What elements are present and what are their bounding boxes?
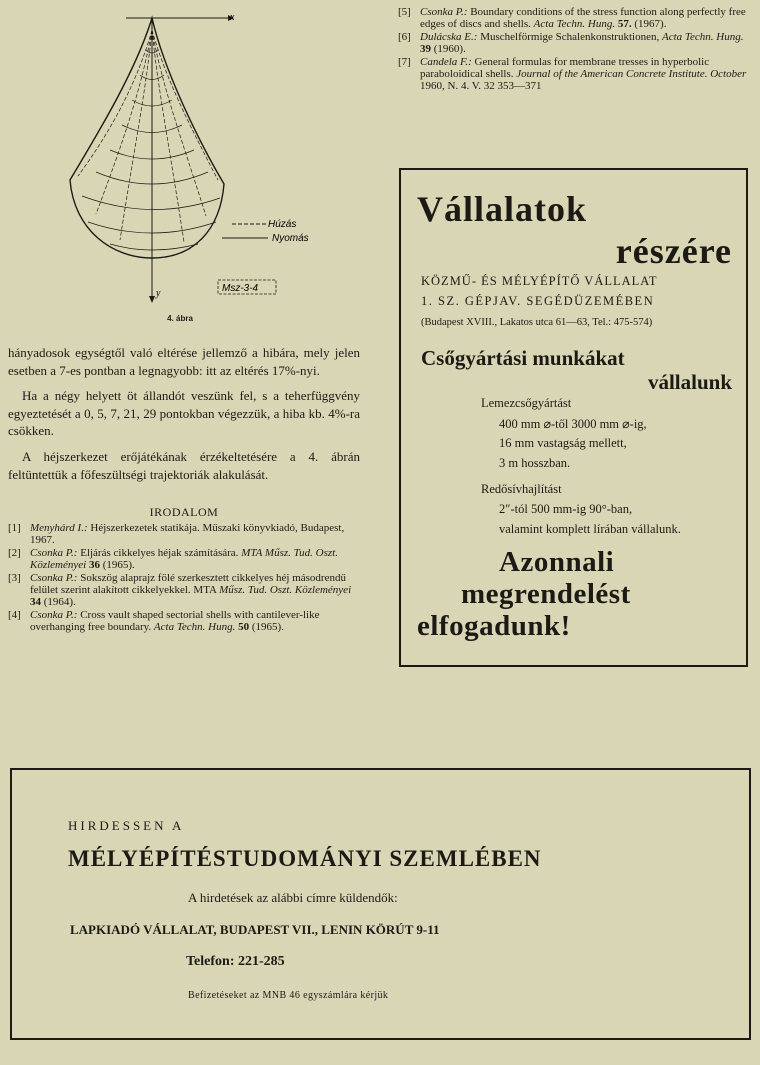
reference-item [8,572,360,609]
ad2-instructions: A hirdetések az alábbi címre küldendők: [188,890,398,905]
references-heading: IRODALOM [149,505,219,519]
ad-company-unit: 1. SZ. GÉPJAV. SEGÉDÜZEMÉBEN [421,294,655,308]
tension-trajectories [78,30,218,256]
body-paragraph: hányadosok egységtől való eltérése jellemző a hibára, mely jelen esetben a 7-es pontban a legnagyobb: itt az eltérés 17%-nyi. [8,345,360,378]
body-text [8,344,360,491]
reference-volume: 57. [617,18,632,31]
ad-headline-line1: Csőgyártási munkákat [421,346,625,370]
reference-number: [3] [8,571,21,584]
reference-number: [5] [398,6,411,18]
ad-section1-line: 3 m hosszban. [499,456,571,470]
reference-number: [2] [8,546,21,559]
ad-title-line2: részére [615,231,732,271]
reference-journal: Acta Techn. Hung. [153,621,236,634]
reference-year: (1967). [634,18,667,31]
body-paragraph: A héjszerkezet erőjátékának érzékeltetésére a 4. ábrán feltüntettük a főfeszültségi trajektoriák alakulását. [8,448,360,482]
ad-company-name: KÖZMŰ- ÉS MÉLYÉPÍTŐ VÁLLALAT [421,274,658,288]
ad2-payment-note: Befizetéseket az MNB 46 egyszámlára kérjük [188,990,389,1001]
reference-volume: 36 [88,559,100,572]
reference-text: Sokszög alaprajz fölé szerkesztett cikkelyes héj másodrendű felület szerint alakított cikkelyekkel. MTA [30,571,346,597]
reference-journal: Acta Techn. Hung. [533,18,616,31]
reference-year: (1965). [102,559,135,572]
ad-section2-line: valamint komplett lírában vállalunk. [499,522,681,536]
reference-author: Dulácska E.: [420,30,478,43]
ad-section1-line: 16 mm vastagság mellett, [499,436,627,450]
reference-item [398,6,752,31]
reference-volume: 34 [30,596,41,609]
reference-year: (1960). [433,43,466,56]
ad-company-address: (Budapest XVIII., Lakatos utca 61—63, Tel.: 475-574) [421,317,653,328]
legend-tension-label: Húzás [268,219,297,230]
trajectory-figure [60,0,360,312]
reference-volume: 50 [238,621,250,634]
ad-section1-title: Lemezcsőgyártást [481,396,572,410]
reference-author: Csonka P.: [30,608,78,621]
y-axis-label: y [156,288,161,299]
x-axis-label: x [230,12,235,23]
figure-stamp-text: Msz-3-4 [222,283,259,294]
ad-section2-line: 2″-tól 500 mm-ig 90°-ban, [499,502,633,516]
compression-trajectories [82,50,220,250]
reference-item [398,31,752,56]
ad-callout-line3: elfogadunk! [417,610,571,642]
reference-journal: MTA Műsz. Tud. Oszt. Közleményei [30,546,338,572]
ad-headline-line2: vállalunk [647,370,732,394]
ad-section2-title: Redősívhajlítást [481,482,562,496]
reference-author: Candela F.: [420,55,472,68]
ad2-address: LAPKIADÓ VÁLLALAT, BUDAPEST VII., LENIN KÖRÚT 9-11 [70,922,440,937]
reference-year: (1964). [43,596,76,609]
reference-item [398,56,752,93]
references-list-right [398,6,752,93]
reference-year: (1965). [251,621,284,634]
reference-number: [4] [8,608,21,621]
ad-section1-line: 400 mm ⌀-től 3000 mm ⌀-ig, [499,417,647,431]
reference-item [8,547,360,572]
reference-text: Héjszerkezetek statikája. Műszaki könyvkiadó, Budapest, 1967. [30,522,345,547]
body-paragraph: Ha a négy helyett öt állandót veszünk fel, s a teherfüggvény egyeztetését a 0, 5, 7, 21, 29 pontokban végezzük, a hiba kb. 4%-ra csökken. [8,388,360,439]
legend-compression-label: Nyomás [272,233,309,244]
reference-author: Csonka P.: [420,6,468,18]
reference-author: Menyhárd I.: [30,522,88,534]
trajectory-diagram [60,0,360,312]
reference-author: Csonka P.: [30,546,78,559]
ad2-intro: HIRDESSEN A [68,818,185,833]
reference-number: [1] [8,522,21,534]
reference-item [8,609,360,634]
ad-callout-line1: Azonnali [499,546,615,578]
ad2-journal-name: MÉLYÉPÍTÉSTUDOMÁNYI SZEMLÉBEN [68,846,542,871]
reference-number: [7] [398,55,411,68]
reference-journal: Journal of the American Concrete Institute. October [516,68,747,81]
reference-text: General formulas for membrane tresses in hyperbolic paraboloidical shells. [420,55,710,81]
ad-title-line1: Vállalatok [417,189,588,229]
references-list-left [8,522,360,634]
ad2-phone: Telefon: 221-285 [186,954,285,969]
reference-year: 1960, N. 4. V. 32 353—371 [420,80,542,93]
y-axis-arrow [149,296,155,303]
reference-text: Boundary conditions of the stress function along perfectly free edges of discs and shells. [420,6,746,31]
journal-advertisement [10,768,751,1040]
figure-caption: 4. ábra [167,314,193,323]
reference-number: [6] [398,30,411,43]
reference-text: Eljárás cikkelyes héjak számítására. [80,546,239,559]
company-advertisement [399,168,748,667]
reference-volume: 39 [420,43,431,56]
reference-journal: Acta Techn. Hung. [661,30,744,43]
reference-text: Muschelförmige Schalenkonstruktionen, [480,30,660,43]
reference-item [8,522,360,547]
reference-text: Cross vault shaped sectorial shells with cantilever-like overhanging free boundary. [30,608,320,634]
ad-callout-line2: megrendelést [461,578,631,610]
reference-author: Csonka P.: [30,571,78,584]
reference-journal: Műsz. Tud. Oszt. Közleményei [219,584,352,597]
